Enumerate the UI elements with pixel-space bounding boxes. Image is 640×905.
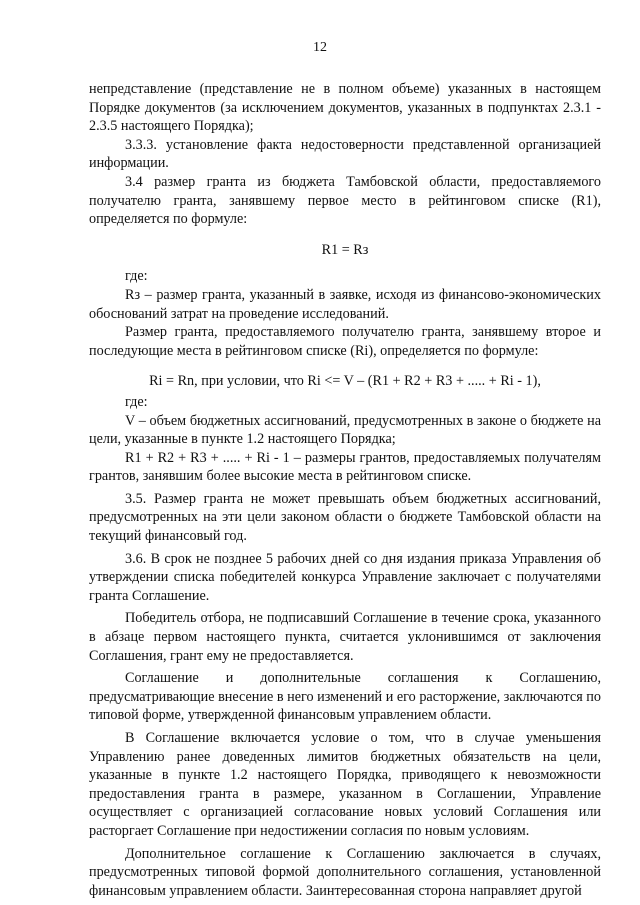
page-number: 12	[313, 40, 327, 55]
paragraph-3-6: 3.6. В срок не позднее 5 рабочих дней со дня издания приказа Управления об утверждении списка победителей конкурса Управление заключает с получателями гранта Соглашение.	[89, 550, 601, 604]
definition-r3: Rз – размер гранта, указанный в заявке, исходя из финансово-экономических обоснований затрат на проведение исследований.	[89, 286, 601, 322]
where-label-1: где:	[125, 268, 148, 285]
definition-v: V – объем бюджетных ассигнований, предусмотренных в законе о бюджете на цели, указанные в пункте 1.2 настоящего Порядка;	[89, 412, 601, 448]
paragraph-limits-reduction: В Соглашение включается условие о том, что в случае уменьшения Управлению ранее доведенных лимитов бюджетных обязательств на цели, указанные в пункте 1.2 настоящего Порядка, приводящего к невозможности предоставления гранта в размере, указанном в Соглашении, Управление осуществляет с организацией согласование новых условий Соглашения или расторгает Соглашение при недостижении согласия по новым условиям.	[89, 730, 601, 839]
formula-ri: Ri = Rn, при условии, что Ri <= V – (R1 + R2 + R3 + ..... + Ri - 1),	[149, 373, 541, 390]
definition-r-sum: R1 + R2 + R3 + ..... + Ri - 1 – размеры грантов, предоставляемых получателям грантов, занявшим более высокие места в рейтинговом списке.	[89, 449, 601, 485]
paragraph-winner-refusal: Победитель отбора, не подписавший Соглашение в течение срока, указанного в абзаце первом настоящего пункта, считается уклонившимся от заключения Соглашения, грант ему не предоставляется.	[89, 610, 601, 664]
paragraph-agreement-form: Соглашение и дополнительные соглашения к Соглашению, предусматривающие внесение в него изменений и его расторжение, заключаются по типовой форме, утвержденной финансовым управлением области.	[89, 670, 601, 724]
paragraph-grant-size-ri: Размер гранта, предоставляемого получателю гранта, занявшему второе и последующие места в рейтинговом списке (Ri), определяется по формуле:	[89, 324, 601, 359]
paragraph-3-3-2-continued: непредставление (представление не в полном объеме) указанных в настоящем Порядке документов (за исключением документов, указанных в подпунктах 2.3.1 - 2.3.5 настоящего Порядка);	[89, 81, 601, 135]
document-body	[89, 80, 601, 900]
formula-r1: R1 = Rз	[321, 241, 369, 258]
paragraph-3-3-3: 3.3.3. установление факта недостоверности представленной организацией информации.	[89, 136, 601, 172]
where-label-2: где:	[125, 393, 148, 410]
paragraph-supplementary-agreement: Дополнительное соглашение к Соглашению заключается в случаях, предусмотренных типовой формой дополнительного соглашения, установленной финансовым управлением области. Заинтересованная сторона направляет другой	[89, 845, 601, 899]
paragraph-3-5: 3.5. Размер гранта не может превышать объем бюджетных ассигнований, предусмотренных на эти цели законом области о бюджете Тамбовской области на текущий финансовый год.	[89, 490, 601, 545]
paragraph-3-4: 3.4 размер гранта из бюджета Тамбовской области, предоставляемого получателю гранта, занявшему первое место в рейтинговом списке (R1), определяется по формуле:	[89, 173, 601, 228]
